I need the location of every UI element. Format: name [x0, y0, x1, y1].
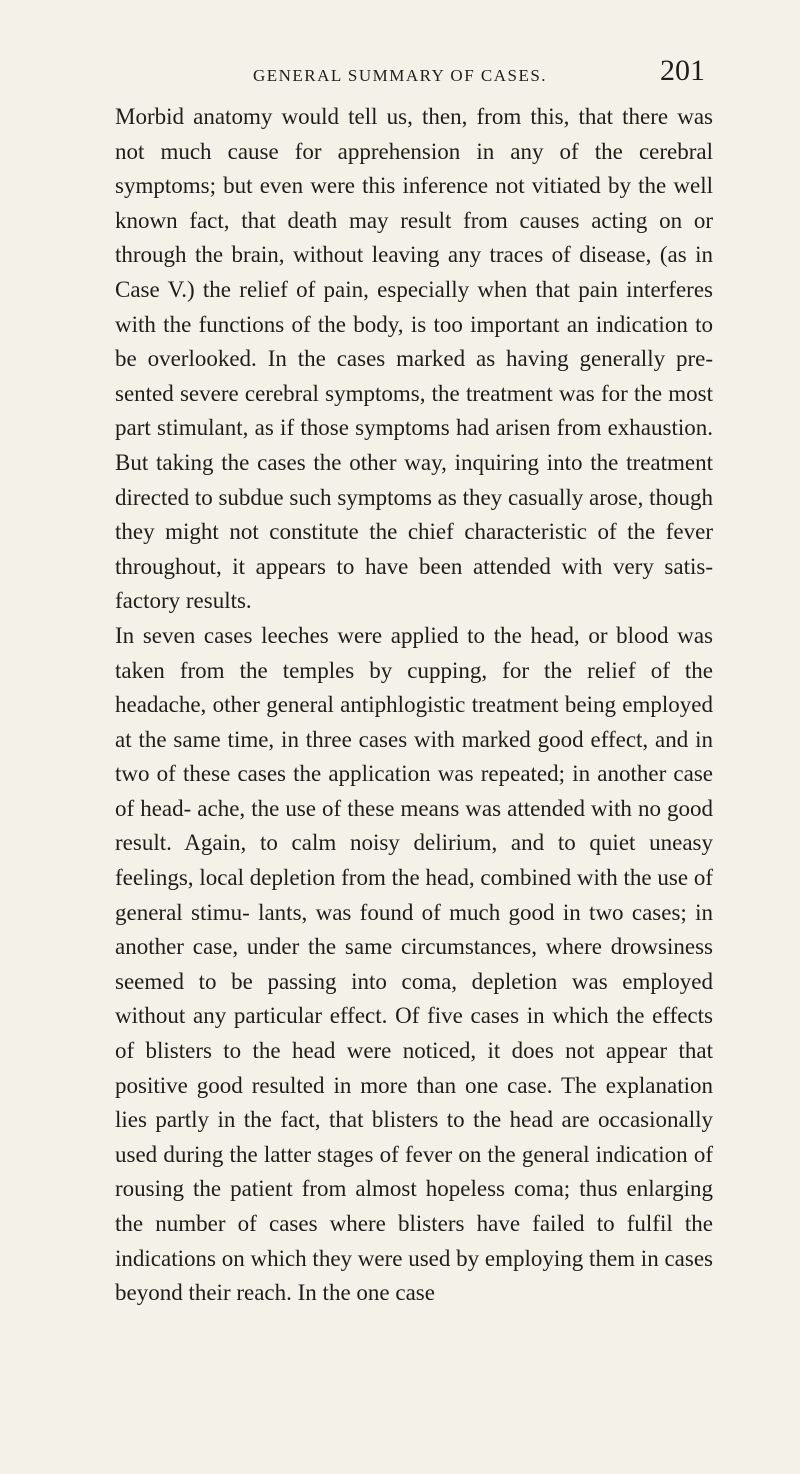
page-header [0, 56, 800, 96]
paragraph: In seven cases leeches were applied to the head, or blood was taken from the temples by cupping, for the relief of the headache, other general antiphlogistic treatment being employed at the same time, in three cases with marked good effect, and in two of these cases the application was repeated; in another case of head- ache, the use of these means was attended with no good result. Again, to calm noisy delirium, and to quiet uneasy feelings, local depletion from the head, combined with the use of general stimu- lants, was found of much good in two cases; in another case, under the same circumstances, where drowsiness seemed to be passing into coma, depletion was employed without any particular effect. Of five cases in which the effects of blisters to the head were noticed, it does not appear that positive good resulted in more than one case. The explanation lies partly in the fact, that blisters to the head are occasionally used during the latter stages of fever on the general indication of rousing the patient from almost hopeless coma; thus enlarging the number of cases where blisters have failed to fulfil the indications on which they were used by employing them in cases beyond their reach. In the one case [115, 622, 713, 1306]
page-number: 201 [660, 54, 705, 87]
running-head: GENERAL SUMMARY OF CASES. [252, 66, 548, 85]
body-text [115, 100, 713, 1311]
paragraph: Morbid anatomy would tell us, then, from this, that there was not much cause for apprehension in any of the cerebral symptoms; but even were this inference not vitiated by the well known fact, that death may result from causes acting on or through the brain, without leaving any traces of disease, (as in Case V.) the relief of pain, especially when that pain interferes with the functions of the body, is too important an indication to be overlooked. In the cases marked as having generally pre- sented severe cerebral symptoms, the treatment was for the most part stimulant, as if those symptoms had arisen from exhaustion. But taking the cases the other way, inquiring into the treatment directed to subdue such symptoms as they casually arose, though they might not constitute the chief characteristic of the fever throughout, it appears to have been attended with very satis- factory results. [115, 104, 713, 614]
